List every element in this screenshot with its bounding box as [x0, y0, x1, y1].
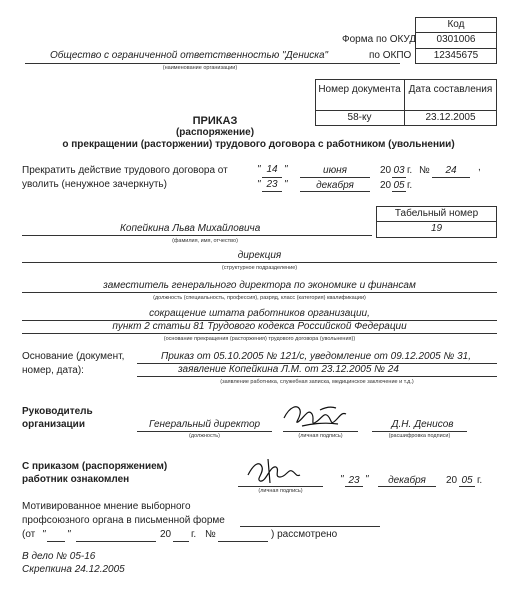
reason-caption: (основание прекращения (расторжения) трудового договора (увольнения)): [163, 336, 356, 342]
dismiss-day-line: [262, 191, 282, 192]
code-table-divider-2: [415, 48, 497, 49]
union-line-2: профсоюзного органа в письменной форме: [22, 515, 225, 526]
head-label-1: Руководитель: [22, 406, 93, 417]
doc-date-header: Дата составления: [408, 84, 493, 95]
union-reviewed: ) рассмотрено: [271, 529, 338, 540]
contract-month-line: [300, 177, 370, 178]
employee-name: Копейкина Льва Михайловича: [120, 223, 261, 234]
head-signature-line: [283, 431, 358, 432]
dismiss-year: 05: [393, 180, 405, 191]
order-subtitle: (распоряжение): [175, 127, 255, 138]
ack-day-quote-open: ": [340, 474, 344, 485]
union-line-1: Мотивированное мнение выборного: [22, 501, 191, 512]
ack-month: декабря: [388, 475, 426, 486]
doc-table-divider: [315, 110, 497, 111]
contract-number-line: [432, 177, 470, 178]
tab-number-value: 19: [430, 223, 443, 234]
ack-label-2: работник ознакомлен: [22, 474, 130, 485]
basis-label-2: номер, дата):: [22, 365, 84, 376]
ack-day: 23: [348, 475, 360, 486]
ack-year: 05: [461, 475, 473, 486]
union-day-line: [47, 541, 65, 542]
basis-line-1: Приказ от 05.10.2005 № 121/с, уведомление от 09.12.2005 № 31,: [161, 351, 471, 362]
code-header: Код: [447, 19, 465, 30]
okud-value: 0301006: [436, 34, 476, 45]
dismiss-label: уволить (ненужное зачеркнуть): [22, 179, 167, 190]
archive-note: В дело № 05-16: [22, 551, 96, 562]
position-line: [22, 292, 497, 293]
union-number-line: [218, 541, 268, 542]
contract-day-quote-close: ": [284, 164, 288, 175]
ack-signature-caption: (личная подпись): [258, 488, 303, 494]
union-rule: [240, 526, 380, 527]
okpo-value: 12345675: [433, 50, 479, 61]
dismiss-year-line: [392, 191, 406, 192]
reason-line-1: сокращение штата работников организации,: [149, 308, 370, 319]
dismiss-day: 23: [266, 179, 278, 190]
archive-signer: Скрепкина 24.12.2005: [22, 564, 125, 575]
position: заместитель генерального директора по экономике и финансам: [103, 280, 416, 291]
union-year-suffix: г.: [191, 529, 197, 540]
head-position: Генеральный директор: [148, 419, 261, 430]
head-name: Д.Н. Денисов: [391, 419, 454, 430]
doc-number-header: Номер документа: [318, 84, 401, 95]
ack-year-suffix: г.: [477, 475, 483, 486]
contract-year-prefix: 20: [380, 165, 392, 176]
head-label-2: организации: [22, 419, 85, 430]
org-name-caption: (наименование организации): [162, 65, 238, 71]
head-signature-image: [280, 400, 360, 432]
union-year-prefix: 20: [160, 529, 172, 540]
basis-label-1: Основание (документ,: [22, 351, 125, 362]
ack-day-line: [345, 486, 363, 487]
doc-date-value: 23.12.2005: [425, 112, 476, 123]
ack-day-quote-close: ": [365, 474, 369, 485]
union-day-quote-close: ": [67, 529, 71, 540]
ack-year-prefix: 20: [446, 475, 458, 486]
contract-number: 24: [445, 165, 457, 176]
contract-year-line: [392, 177, 406, 178]
doc-number-value: 58-ку: [347, 112, 372, 123]
employee-name-line: [22, 235, 372, 236]
basis-caption: (заявление работника, служебная записка, медицинское заключение и т.д.): [220, 379, 414, 385]
tab-number-divider: [376, 221, 497, 222]
okud-label: Форма по ОКУД: [342, 34, 417, 45]
dismiss-month: декабря: [316, 180, 354, 191]
head-position-line: [137, 431, 272, 432]
union-no-sign: №: [205, 529, 216, 540]
department-line: [22, 262, 497, 263]
dismiss-day-quote-open: ": [257, 179, 261, 190]
head-name-line: [372, 431, 467, 432]
contract-row-end: ,: [478, 162, 481, 173]
contract-year: 03: [393, 165, 405, 176]
head-position-caption: (должность): [189, 433, 220, 439]
contract-month: июня: [323, 165, 347, 176]
basis-line-2: заявление Копейкина Л.М. от 23.12.2005 № 24: [178, 364, 399, 375]
head-name-caption: (расшифровка подписи): [388, 433, 451, 439]
contract-no-sign: №: [419, 165, 430, 176]
contract-day-line: [262, 177, 282, 178]
ack-signature-line: [238, 486, 323, 487]
okpo-label: по ОКПО: [369, 50, 412, 61]
union-year-line: [173, 541, 189, 542]
department: дирекция: [237, 250, 282, 261]
employee-signature-image: [240, 455, 310, 487]
code-table-divider-1: [415, 32, 497, 33]
tab-number-header: Табельный номер: [394, 208, 479, 219]
department-caption: (структурное подразделение): [221, 265, 298, 271]
position-caption: (должность (специальность, профессия), разряд, класс (категория) квалификации): [153, 295, 366, 301]
union-from: (от: [22, 529, 36, 540]
union-day-quote-open: ": [42, 529, 46, 540]
org-name: Общество с ограниченной ответственностью "Дениска": [50, 50, 329, 61]
head-signature-caption: (личная подпись): [298, 433, 343, 439]
ack-label-1: С приказом (распоряжением): [22, 461, 168, 472]
reason-rule-2: [22, 333, 497, 334]
basis-rule-2: [137, 376, 497, 377]
union-month-line: [76, 541, 156, 542]
org-name-line: [25, 63, 400, 64]
reason-line-2: пункт 2 статьи 81 Трудового кодекса Российской Федерации: [112, 321, 407, 332]
contract-year-suffix: г.: [407, 165, 413, 176]
order-title: ПРИКАЗ: [192, 115, 238, 127]
order-heading: о прекращении (расторжении) трудового договора с работником (увольнении): [62, 139, 455, 150]
dismiss-year-suffix: г.: [407, 180, 413, 191]
dismiss-day-quote-close: ": [284, 179, 288, 190]
contract-day-quote-open: ": [257, 164, 261, 175]
dismiss-month-line: [300, 191, 370, 192]
dismiss-year-prefix: 20: [380, 180, 392, 191]
ack-year-line: [459, 486, 475, 487]
contract-day: 14: [266, 164, 278, 175]
employee-name-caption: (фамилия, имя, отчество): [172, 238, 238, 244]
ack-month-line: [378, 486, 436, 487]
contract-label: Прекратить действие трудового договора от: [22, 165, 228, 176]
